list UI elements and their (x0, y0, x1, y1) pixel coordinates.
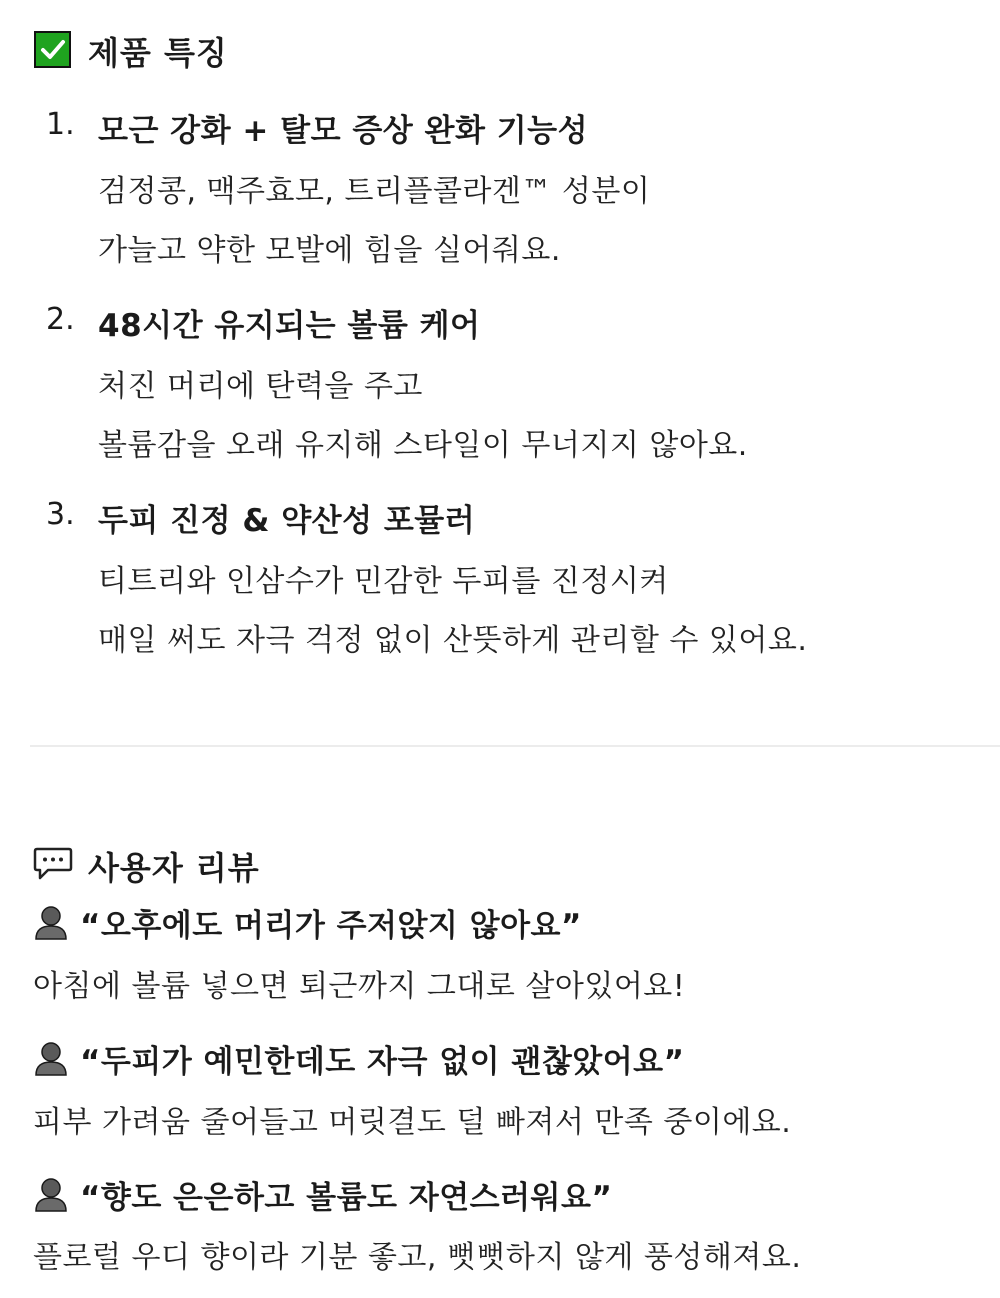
feature-number: 2. (46, 302, 75, 337)
person-icon (34, 1176, 68, 1212)
person-icon (34, 904, 68, 940)
feature-title: 두피 진정 & 약산성 포뮬러 (98, 503, 476, 539)
speech-bubble-icon (33, 846, 73, 882)
feature-title: 48시간 유지되는 볼륨 케어 (98, 308, 481, 344)
review-title: “향도 은은하고 볼륨도 자연스러워요” (80, 1180, 613, 1216)
feature-description-line: 처진 머리에 탄력을 주고 (98, 369, 423, 404)
review-text: 피부 가려움 줄어들고 머릿결도 덜 빠져서 만족 중이에요. (33, 1105, 792, 1140)
feature-description-line: 가늘고 약한 모발에 힘을 실어줘요. (98, 233, 561, 268)
review-text: 아침에 볼륨 넣으면 퇴근까지 그대로 살아있어요! (33, 969, 686, 1004)
feature-description-line: 볼륨감을 오래 유지해 스타일이 무너지지 않아요. (98, 428, 748, 463)
feature-description-line: 매일 써도 자극 걱정 없이 산뜻하게 관리할 수 있어요. (98, 623, 808, 658)
feature-title: 모근 강화 + 탈모 증상 완화 기능성 (98, 113, 589, 149)
review-text: 플로럴 우디 향이라 기분 좋고, 뻣뻣하지 않게 풍성해져요. (33, 1240, 802, 1275)
features-heading: 제품 특징 (88, 34, 228, 72)
feature-number: 1. (46, 107, 75, 142)
reviews-heading: 사용자 리뷰 (88, 849, 260, 887)
check-mark-icon (34, 31, 71, 68)
person-icon (34, 1040, 68, 1076)
section-divider (30, 745, 1000, 747)
feature-number: 3. (46, 497, 75, 532)
feature-description-line: 검정콩, 맥주효모, 트리플콜라겐™ 성분이 (98, 174, 651, 209)
review-title: “오후에도 머리가 주저앉지 않아요” (80, 908, 582, 944)
review-title: “두피가 예민한데도 자극 없이 괜찮았어요” (80, 1044, 685, 1080)
feature-description-line: 티트리와 인삼수가 민감한 두피를 진정시켜 (98, 564, 669, 599)
